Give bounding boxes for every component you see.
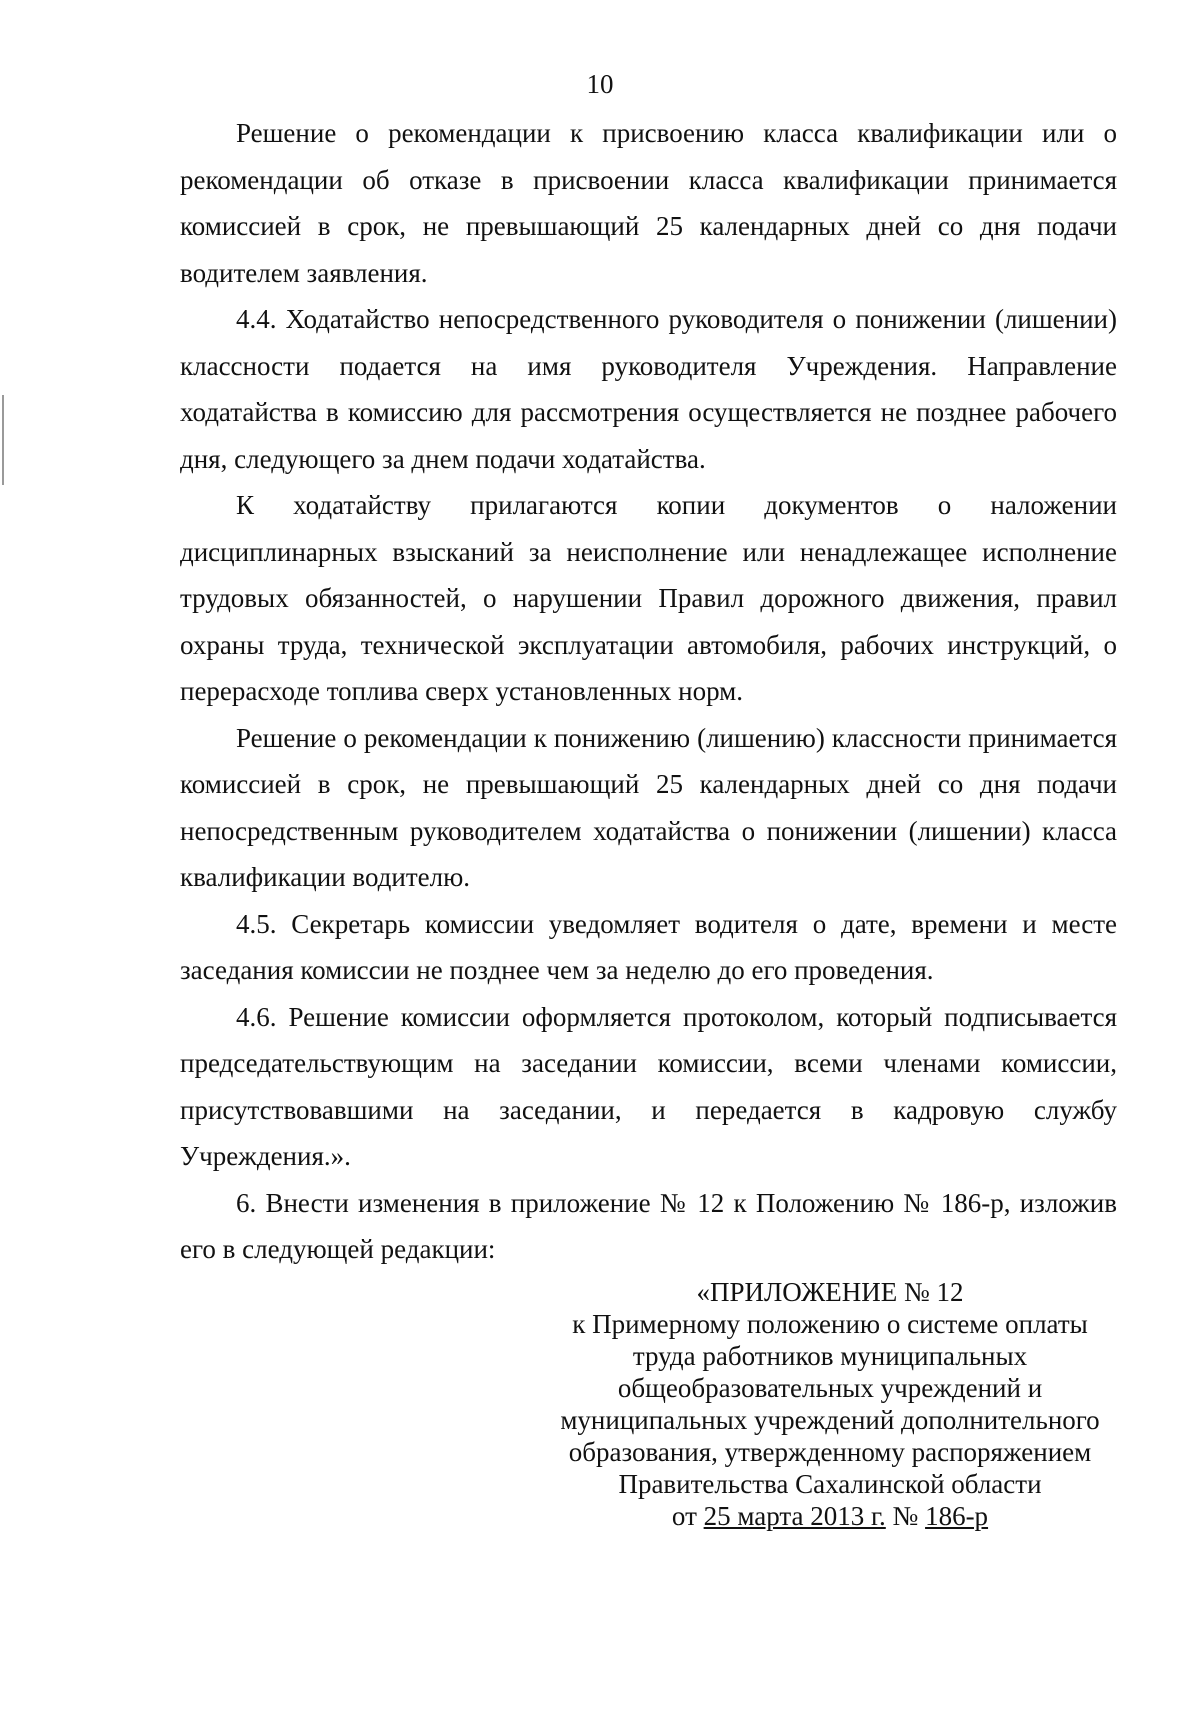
appendix-line: труда работников муниципальных [632, 1341, 1028, 1371]
appendix-date-line [500, 1500, 1160, 1532]
appendix-line: к Примерному положению о системе оплаты [572, 1309, 1088, 1339]
page-number: 10 [586, 69, 614, 99]
appendix-line: Правительства Сахалинской области [618, 1469, 1042, 1499]
paragraph-4-5: 4.5. Секретарь комиссии уведомляет водителя о дате, времени и месте заседания комиссии не позднее чем за неделю до его проведения. [180, 908, 1117, 985]
appendix-line: общеобразовательных учреждений и [617, 1373, 1043, 1403]
appendix-header [500, 1276, 1160, 1532]
scan-edge-mark [2, 395, 4, 485]
appendix-date-prefix: от [671, 1501, 697, 1531]
paragraph-4-6: 4.6. Решение комиссии оформляется протоколом, который подписывается председательствующим на заседании комиссии, всеми членами комиссии, присутствовавшими на заседании, и передается в кадровую службу Учреждения.». [180, 1001, 1117, 1171]
paragraph-item-6: 6. Внести изменения в приложение № 12 к Положению № 186-р, изложив его в следующей редакции: [180, 1187, 1117, 1264]
paragraph-decision-demotion: Решение о рекомендации к понижению (лишению) классности принимается комиссией в срок, не превышающий 25 календарных дней со дня подачи непосредственным руководителем ходатайства о понижении (лишении) класса квалификации водителю. [180, 722, 1117, 892]
appendix-date: 25 марта 2013 г. [703, 1501, 886, 1531]
appendix-title: «ПРИЛОЖЕНИЕ № 12 [696, 1277, 964, 1307]
appendix-number: 186-р [925, 1501, 989, 1531]
document-body [180, 110, 1117, 1273]
paragraph-4-4: 4.4. Ходатайство непосредственного руководителя о понижении (лишении) классности подается на имя руководителя Учреждения. Направление ходатайства в комиссию для рассмотрения осуществляется не позднее рабочего дня, следующего за днем подачи ходатайства. [180, 304, 1117, 474]
appendix-line: образования, утвержденному распоряжением [568, 1437, 1092, 1467]
appendix-number-sign: № [892, 1501, 919, 1531]
paragraph-attachments: К ходатайству прилагаются копии документов о наложении дисциплинарных взысканий за неисполнение или ненадлежащее исполнение трудовых обязанностей, о нарушении Правил дорожного движения, правил охраны труда, технической эксплуатации автомобиля, рабочих инструкций, о перерасходе топлива сверх установленных норм. [180, 490, 1117, 706]
paragraph-decision-assignment: Решение о рекомендации к присвоению класса квалификации или о рекомендации об отказе в присвоении класса квалификации принимается комиссией в срок, не превышающий 25 календарных дней со дня подачи водителем заявления. [180, 118, 1117, 288]
appendix-line: муниципальных учреждений дополнительного [560, 1405, 1100, 1435]
